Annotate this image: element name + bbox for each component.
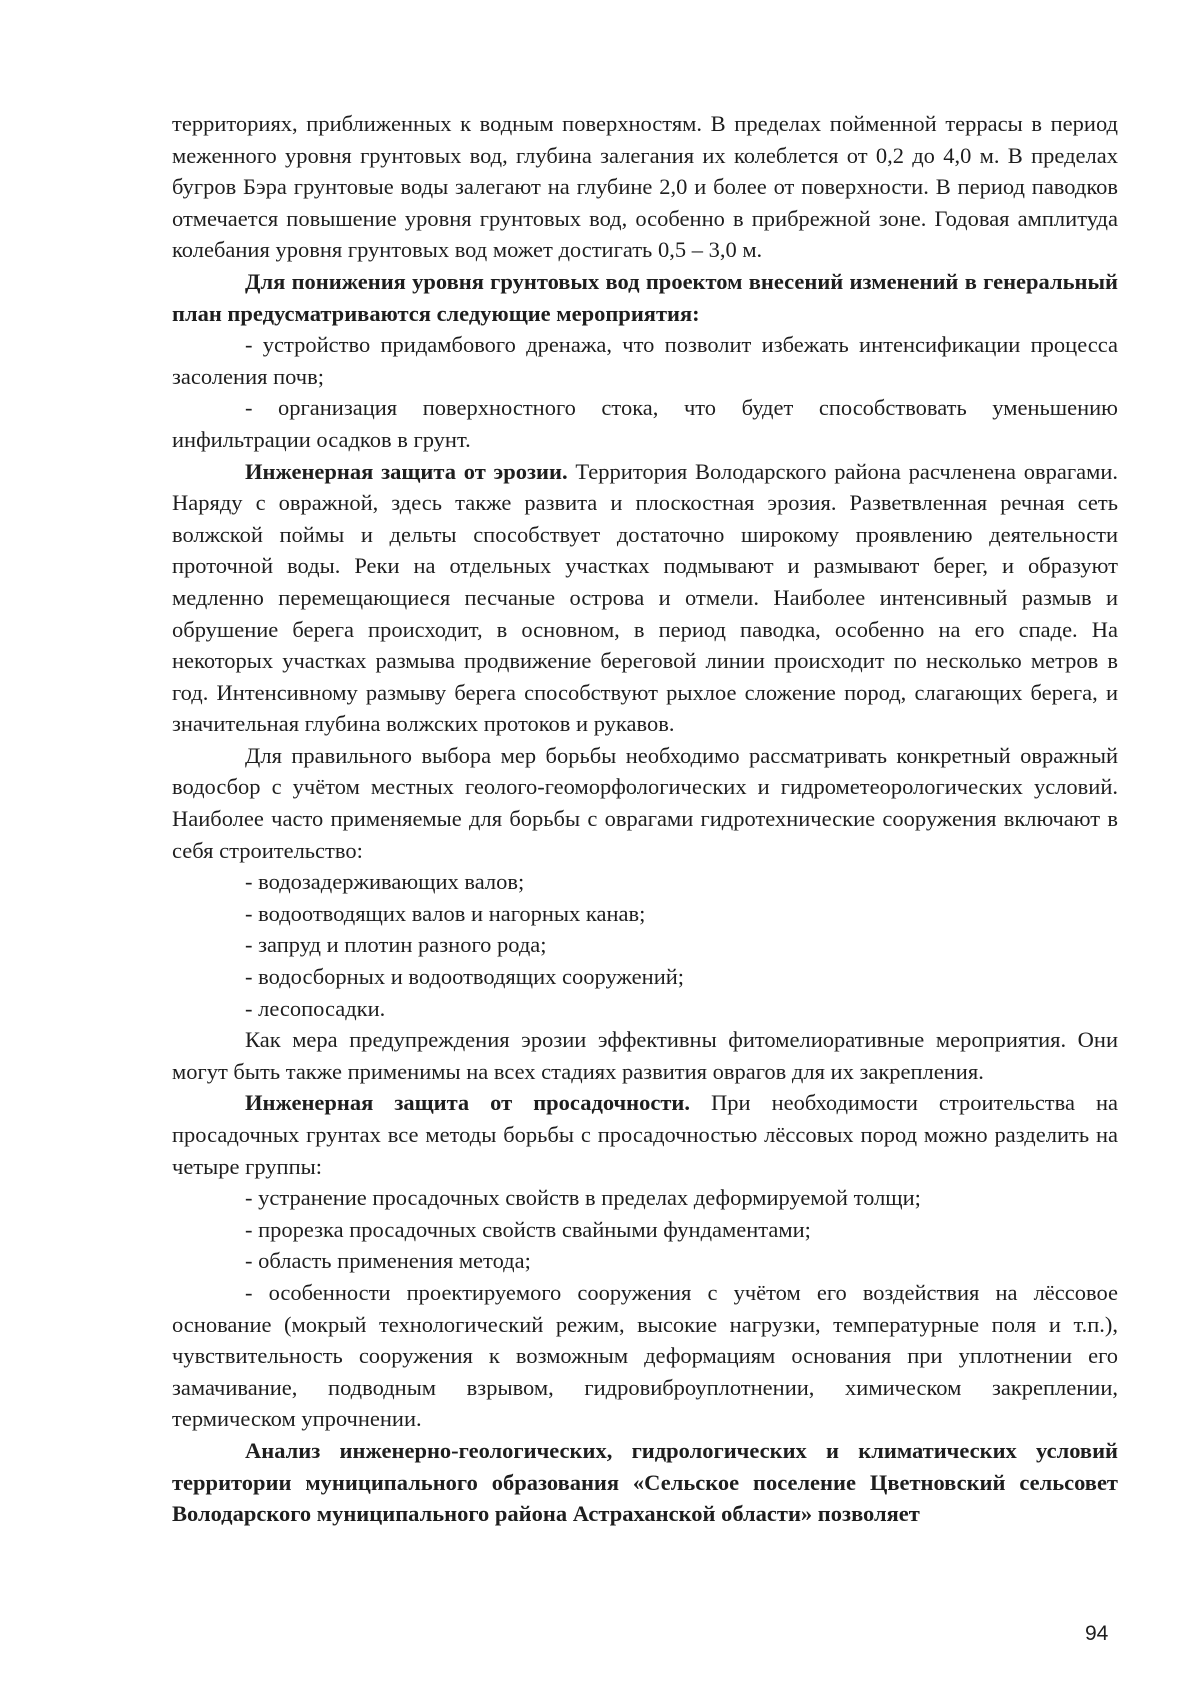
paragraph-structure-features: - особенности проектируемого сооружения с учётом его воздействия на лёссовое основание (мокрый технологический режим, высокие нагрузки, температурные поля и т.п.), чувствительность сооружения к возможным деформациям основания при уплотнении его замачивание, подводным взрывом, гидровиброуплотнении, химическом закреплении, термическом упрочнении. [172,1279,1118,1432]
paragraph-runoff-item: - организация поверхностного стока, что будет способствовать уменьшению инфильтрации осадков в грунт. [172,395,1118,452]
erosion-text: Территория Володарского района расчленена оврагами. Наряду с овражной, здесь также развита и плоскостная эрозия. Разветвленная речная сеть волжской поймы и дельты способствует достаточно широкому проявлению деятельности проточной воды. Реки на отдельных участках подмывают и размывают берег, и образуют медленно перемещающиеся песчаные острова и отмели. Наиболее интенсивный размыв и обрушение берега происходит, в основном, в период паводка, особенно на его спаде. На некоторых участках размыва продвижение береговой линии происходит по несколько метров в год. Интенсивному размыву берега способствуют рыхлое сложение пород, слагающих берега, и значительная глубина волжских протоков и рукавов. [172,458,1118,737]
paragraph-phytomelioration: Как мера предупреждения эрозии эффективны фитомелиоративные мероприятия. Они могут быть также применимы на всех стадиях развития оврагов для их закрепления. [172,1027,1118,1084]
paragraph-groundwater-measures-heading: Для понижения уровня грунтовых вод проектом внесений изменений в генеральный план предусматриваются следующие мероприятия: [172,268,1118,326]
list-item: - водосборных и водоотводящих сооружений; [245,964,685,990]
paragraph-analysis-heading: Анализ инженерно-геологических, гидрологических и климатических условий территории муниципального образования «Сельское поселение Цветновский сельсовет Володарского муниципального района Астраханской области» позволяет [172,1437,1118,1527]
list-item: - прорезка просадочных свойств свайными фундаментами; [245,1216,811,1242]
subsidence-text: При необходимости строительства на просадочных грунтах все методы борьбы с просадочностью лёссовых пород можно разделить на четыре группы: [172,1090,1118,1179]
paragraph-ravine-measures: Для правильного выбора мер борьбы необходимо рассматривать конкретный овражный водосбор с учётом местных геолого-геоморфологических и гидрометеорологических условий. Наиболее часто применяемые для борьбы с оврагами гидротехнические сооружения включают в себя строительство: [172,742,1118,863]
document-page [172,108,1118,1530]
erosion-heading: Инженерная защита от эрозии. [245,458,568,484]
paragraph-groundwater-depth: территориях, приближенных к водным поверхностям. В пределах пойменной террасы в период меженного уровня грунтовых вод, глубина залегания их колеблется от 0,2 до 4,0 м. В пределах бугров Бэра грунтовые воды залегают на глубине 2,0 и более от поверхности. В период паводков отмечается повышение уровня грунтовых вод, особенно в прибрежной зоне. Годовая амплитуда колебания уровня грунтовых вод может достигать 0,5 – 3,0 м. [172,111,1118,263]
subsidence-heading: Инженерная защита от просадочности. [245,1090,691,1116]
list-item: - устранение просадочных свойств в пределах деформируемой толщи; [245,1185,921,1211]
list-item: - водоотводящих валов и нагорных канав; [245,900,646,926]
list-item: - водозадерживающих валов; [245,869,525,895]
paragraph-drainage-item: - устройство придамбового дренажа, что позволит избежать интенсификации процесса засоления почв; [172,332,1118,389]
list-item: - область применения метода; [245,1248,531,1274]
paragraph-erosion-protection [172,456,1118,740]
list-item: - лесопосадки. [245,995,386,1021]
list-item: - запруд и плотин разного рода; [245,932,547,958]
paragraph-subsidence-protection [172,1087,1118,1182]
page-number: 94 [1085,1622,1109,1645]
